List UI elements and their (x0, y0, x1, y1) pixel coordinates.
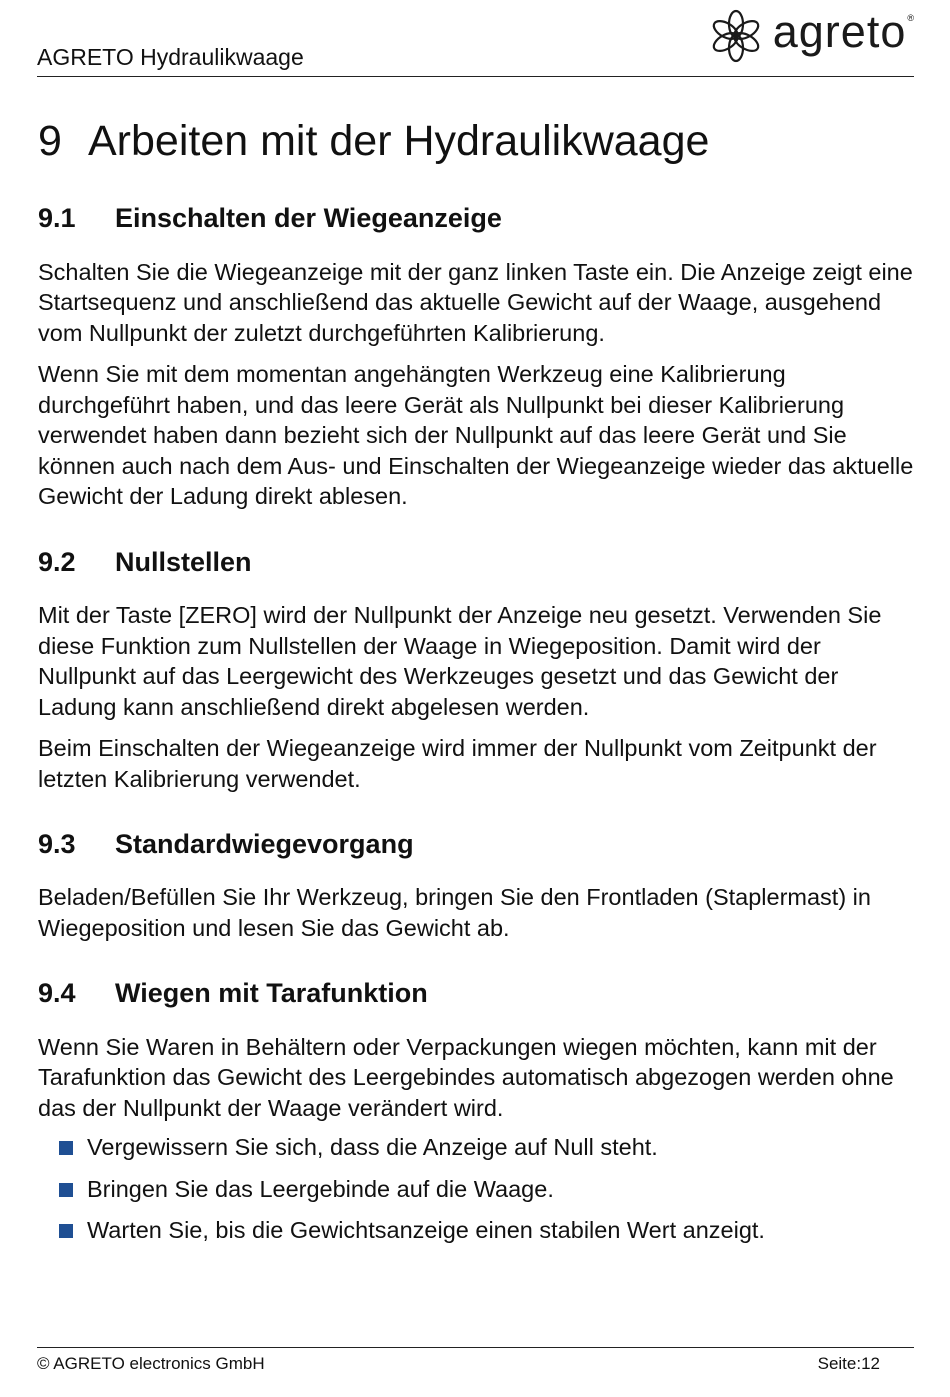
section-heading-9-2 (38, 546, 918, 578)
paragraph: Wenn Sie Waren in Behältern oder Verpackungen wiegen möchten, kann mit der Tarafunktion das Gewicht des Leergebindes automatisch abgezogen werden ohne das der Nullpunkt der Waage verändert wird. (38, 1033, 894, 1121)
list-item-text: Vergewissern Sie sich, dass die Anzeige auf Null steht. (87, 1134, 658, 1161)
section-title: Einschalten der Wiegeanzeige (115, 203, 502, 234)
square-bullet-icon (59, 1224, 73, 1238)
list-item-text: Bringen Sie das Leergebinde auf die Waage. (87, 1175, 554, 1202)
section-number: 9.4 (38, 978, 76, 1009)
section-title: Nullstellen (115, 546, 252, 577)
paragraph: Schalten Sie die Wiegeanzeige mit der ganz linken Taste ein. Die Anzeige zeigt eine Startsequenz und anschließend das aktuelle Gewicht auf der Waage, ausgehend vom Nullpunkt der zuletzt durchgeführten Kalibrierung. (38, 258, 913, 346)
agreto-logo (709, 8, 914, 64)
list-item (38, 1215, 918, 1246)
chapter-title: Arbeiten mit der Hydraulikwaage (88, 117, 710, 165)
bullet-list (38, 1132, 918, 1246)
chapter-heading (38, 118, 918, 165)
copyright: © AGRETO electronics GmbH (37, 1354, 265, 1373)
page-number: Seite:12 (817, 1354, 880, 1373)
chapter-number: 9 (38, 117, 62, 165)
list-item-text: Warten Sie, bis die Gewichtsanzeige einen stabilen Wert anzeigt. (87, 1217, 765, 1244)
square-bullet-icon (59, 1141, 73, 1155)
section-heading-9-1 (38, 202, 918, 234)
section-number: 9.3 (38, 829, 76, 860)
document-title: AGRETO Hydraulikwaage (37, 44, 304, 70)
list-item (38, 1174, 918, 1205)
section-number: 9.1 (38, 203, 76, 234)
list-item (38, 1132, 918, 1163)
section-number: 9.2 (38, 546, 76, 577)
section-title: Standardwiegevorgang (115, 829, 414, 860)
agreto-flower-icon (709, 9, 763, 63)
paragraph: Wenn Sie mit dem momentan angehängten Werkzeug eine Kalibrierung durchgeführt haben, und das leere Gerät als Nullpunkt bei dieser Kalibrierung verwendet haben dann bezieht sich der Nullpunkt auf das leere Gerät und Sie können auch nach dem Aus- und Einschalten der Wiegeanzeige wieder das aktuelle Gewicht der Ladung direkt ablesen. (38, 361, 914, 510)
paragraph: Beladen/Befüllen Sie Ihr Werkzeug, bringen Sie den Frontladen (Staplermast) in Wiegeposition und lesen Sie das Gewicht ab. (38, 884, 871, 941)
page-footer (37, 1347, 914, 1373)
page-header (37, 0, 914, 77)
registered-mark: ® (907, 13, 914, 23)
paragraph: Beim Einschalten der Wiegeanzeige wird immer der Nullpunkt vom Zeitpunkt der letzten Kalibrierung verwendet. (38, 735, 877, 792)
section-title: Wiegen mit Tarafunktion (115, 978, 428, 1009)
page-content (38, 118, 918, 1257)
logo-wordmark: agreto (772, 6, 907, 57)
section-heading-9-3 (38, 828, 918, 860)
section-heading-9-4 (38, 977, 918, 1009)
paragraph: Mit der Taste [ZERO] wird der Nullpunkt der Anzeige neu gesetzt. Verwenden Sie diese Funktion zum Nullstellen der Waage in Wiegeposition. Damit wird der Nullpunkt auf das Leergewicht des Werkzeuges gesetzt und das Gewicht der Ladung kann anschließend direkt abgelesen werden. (38, 602, 882, 720)
square-bullet-icon (59, 1183, 73, 1197)
